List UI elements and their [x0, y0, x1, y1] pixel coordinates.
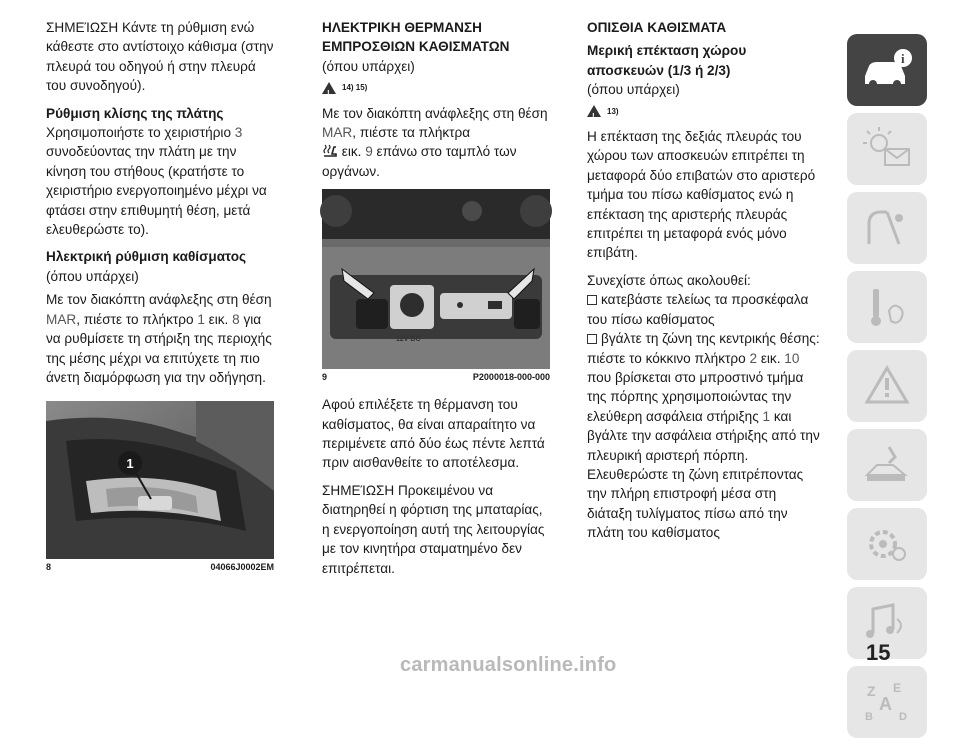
12v-socket-label: 12V DC	[396, 336, 421, 344]
warning-triangle-icon	[587, 105, 601, 117]
list-item: βγάλτε τη ζώνη της κεντρικής θέσης: πιέστε το κόκκινο πλήκτρο 2 εικ. 10 που βρίσκεται στο μπροστινό τμήμα της πόρπης χρησιμοποιώντας την ελεύθερη ασφάλεια στήριξης 1 και βγάλτε την ασφάλεια στήριξης από την πλευρική αριστερή πόρπη.	[587, 331, 820, 463]
electric-seat-paragraph: Με τον διακόπτη ανάφλεξης στη θέση MAR, πιέστε το πλήκτρο 1 εικ. 8 για να ρυθμίσετε τη στήριξη της περιοχής της μέσης μέχρι να επιτύχετε τη πιο άνετη διαμόρφωση για την οδήγηση.	[46, 292, 272, 385]
seat-heating-paragraph: Με τον διακόπτη ανάφλεξης στη θέση MAR, πιέστε τα πλήκτρα εικ. 9 επάνω στο ταμπλό των οργάνων.	[322, 105, 548, 179]
svg-text:B: B	[865, 711, 873, 723]
figure-8	[46, 401, 274, 573]
heated-seat-icon	[322, 144, 338, 158]
tab-technical-data[interactable]	[847, 508, 927, 580]
figure-code: 04066J0002EM	[210, 562, 274, 573]
svg-text:D: D	[899, 711, 907, 723]
chapter-tabs	[847, 34, 927, 745]
column-3	[587, 18, 823, 551]
section-heading-electric-seat: Ηλεκτρική ρύθμιση καθίσματος	[46, 249, 247, 265]
svg-text:A: A	[879, 694, 892, 714]
section-heading-rear-seats: ΟΠΙΣΘΙΑ ΚΑΘΙΣΜΑΤΑ	[587, 20, 727, 35]
section-heading-seat-heating: ΗΛΕΚΤΡΙΚΗ ΘΕΡΜΑΝΣΗ ΕΜΠΡΟΣΘΙΩΝ ΚΑΘΙΣΜΑΤΩΝ	[322, 20, 510, 55]
figure-number: 8	[46, 562, 52, 573]
svg-text:E: E	[893, 681, 902, 695]
section-heading-partial-extension: Μερική επέκταση χώρου αποσκευών (1/3 ή 2/3)	[587, 43, 747, 78]
watermark: carmanualsonline.info	[400, 654, 617, 676]
svg-text:Z: Z	[867, 683, 876, 699]
section-subheading: (όπου υπάρχει)	[322, 58, 415, 74]
section-subheading: (όπου υπάρχει)	[587, 82, 680, 98]
extension-paragraph: Η επέκταση της δεξιάς πλευράς του χώρου των αποσκευών επιτρέπει τη μεταφορά δύο επιβατών στο αριστερό τμήμα του πίσω καθίσματος ενώ η επέκταση της αριστερής πλευράς επιτρέπει τη μεταφορά ενός μόνο επιβάτη.	[587, 129, 816, 261]
technical-data-icon	[859, 520, 915, 568]
checkbox-square-icon	[587, 334, 597, 344]
dashboard-photo	[322, 189, 550, 369]
figure-caption	[46, 562, 274, 573]
figure-caption	[322, 372, 550, 383]
continue-paragraph: Συνεχίστε όπως ακολουθεί:	[587, 272, 751, 288]
tab-index[interactable]	[847, 666, 927, 738]
column-2	[322, 18, 550, 586]
svg-text:i: i	[901, 51, 905, 66]
release-belt-paragraph: Ελευθερώστε τη ζώνη επιτρέποντας την πλήρη επιστροφή μέσα στη διάταξη τυλίγματος πίσω από την πλάτη του καθίσματος	[587, 466, 804, 541]
safety-icon	[859, 204, 915, 252]
tab-maintenance[interactable]	[847, 429, 927, 501]
index-icon	[859, 678, 915, 726]
section-heading-backrest: Ρύθμιση κλίσης της πλάτης	[46, 105, 224, 121]
list-item: κατεβάστε τελείως τα προσκέφαλα του πίσω καθίσματος	[587, 292, 809, 327]
warning-reference: ! 13)	[587, 102, 823, 121]
page-number: 15	[866, 640, 891, 665]
seat-photo	[46, 401, 274, 559]
note-paragraph: ΣΗΜΕΊΩΣΗ Κάντε τη ρύθμιση ενώ κάθεστε στο αντίστοιχο κάθισμα (στην πλευρά του οδηγού ή στην πλευρά του συνοδηγού).	[46, 20, 274, 94]
figure-number: 9	[322, 372, 328, 383]
warning-lights-icon	[859, 125, 915, 173]
checkbox-square-icon	[587, 295, 597, 305]
tab-warning-lights[interactable]	[847, 113, 927, 185]
column-1	[46, 18, 274, 573]
backrest-paragraph: Χρησιμοποιήστε το χειριστήριο 3 συνοδεύοντας την πλάτη με την κίνηση του στήθους (κρατήστε το χειριστήριο ενεργοποιημένο μέχρι να φτάσει στην επιθυμητή θέση, μετά ελευθερώστε το).	[46, 125, 267, 238]
maintenance-icon	[859, 441, 915, 489]
section-subheading: (όπου υπάρχει)	[46, 268, 139, 284]
battery-note-paragraph: ΣΗΜΕΊΩΣΗ Προκειμένου να διατηρηθεί η φόρτιση της μπαταρίας, η ενεργοποίηση αυτή της λειτουργίας με τον κινητήρα σταματημένο δεν επιτρέπεται.	[322, 482, 545, 576]
callout-1: 1	[126, 456, 134, 472]
heating-wait-paragraph: Αφού επιλέξετε τη θέρμανση του καθίσματος, θα είναι απαραίτητο να περιμένετε από δύο έως πέντε λεπτά πριν αισθανθείτε το αποτέλεσμα.	[322, 397, 545, 471]
tab-safety[interactable]	[847, 192, 927, 264]
warning-triangle-icon	[322, 82, 336, 94]
tab-car-info[interactable]	[847, 34, 927, 106]
tab-emergency[interactable]	[847, 350, 927, 422]
emergency-icon	[859, 362, 915, 410]
figure-code: P2000018-000-000	[472, 372, 550, 383]
figure-9	[322, 189, 550, 383]
tab-starting-driving[interactable]	[847, 271, 927, 343]
car-info-icon	[859, 46, 915, 94]
warning-reference: ! 14) 15)	[322, 78, 550, 97]
starting-driving-icon	[859, 283, 915, 331]
